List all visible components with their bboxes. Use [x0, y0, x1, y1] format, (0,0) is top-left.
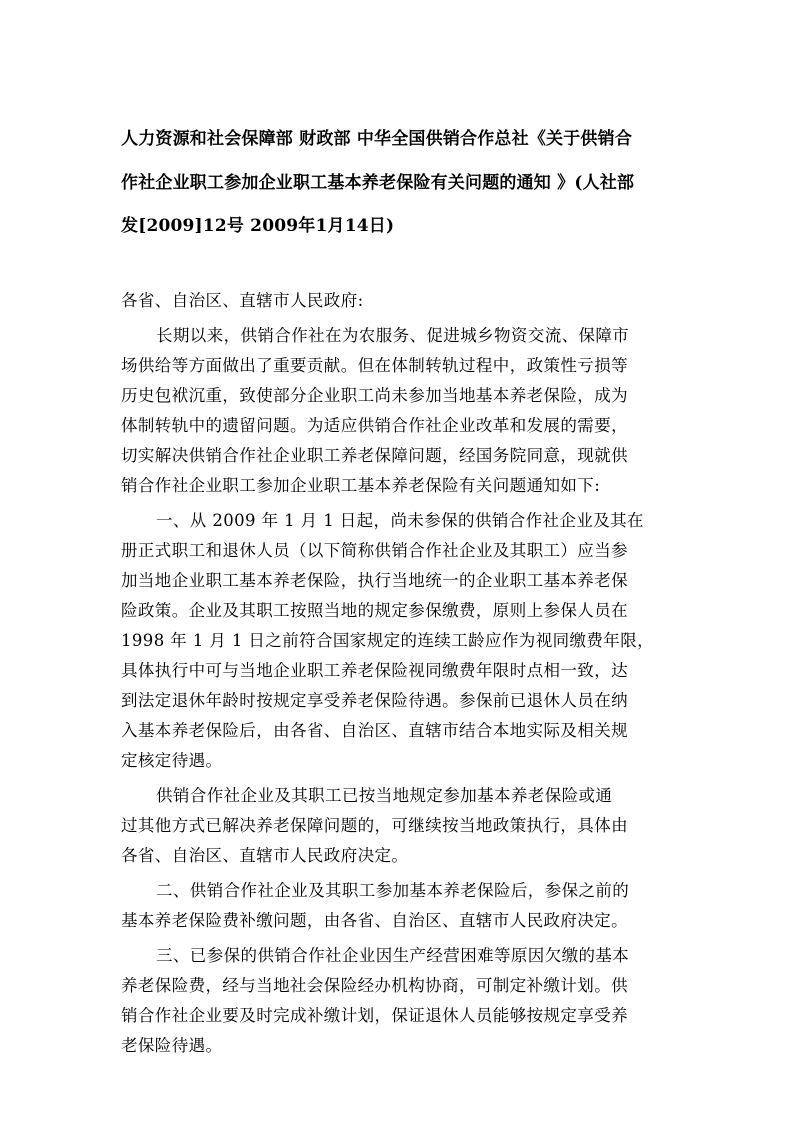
paragraph-line: 体制转轨中的遗留问题。为适应供销合作社企业改革和发展的需要， — [121, 416, 628, 435]
paragraph-line: 入基本养老保险后，由各省、自治区、直辖市结合本地实际及相关规 — [121, 721, 628, 740]
paragraph-line: 一、从 2009 年 1 月 1 日起，尚未参保的供销合作社企业及其在 — [156, 511, 644, 530]
title-line: 发[2009]12号 2009年1月14日) — [121, 216, 395, 236]
paragraph-line: 到法定退休年龄时按规定享受养老保险待遇。参保前已退休人员在纳 — [121, 691, 628, 710]
title-line: 人力资源和社会保障部 财政部 中华全国供销合作总社《关于供销合 — [121, 129, 633, 149]
salutation: 各省、自治区、直辖市人民政府: — [121, 291, 364, 310]
paragraph-line: 切实解决供销合作社企业职工养老保障问题，经国务院同意，现就供 — [121, 446, 628, 465]
paragraph-line: 险政策。企业及其职工按照当地的规定参保缴费，原则上参保人员在 — [121, 601, 628, 620]
paragraph-line: 定核定待遇。 — [121, 751, 223, 770]
paragraph-line: 1998 年 1 月 1 日之前符合国家规定的连续工龄应作为视同缴费年限， — [121, 631, 655, 650]
title-line: 作社企业职工参加企业职工基本养老保险有关问题的通知 》(人社部 — [121, 173, 635, 193]
paragraph-line: 三、已参保的供销合作社企业因生产经营困难等原因欠缴的基本 — [156, 946, 630, 965]
paragraph-line: 二、供销合作社企业及其职工参加基本养老保险后，参保之前的 — [156, 881, 630, 900]
paragraph-line: 长期以来，供销合作社在为农服务、促进城乡物资交流、保障市 — [156, 326, 630, 345]
paragraph-line: 销合作社企业职工参加企业职工基本养老保险有关问题通知如下: — [121, 476, 601, 495]
paragraph-line: 基本养老保险费补缴问题，由各省、自治区、直辖市人民政府决定。 — [121, 911, 628, 930]
paragraph-line: 册正式职工和退休人员（以下简称供销合作社企业及其职工）应当参 — [121, 541, 628, 560]
paragraph-line: 养老保险费，经与当地社会保险经办机构协商，可制定补缴计划。供 — [121, 976, 628, 995]
paragraph-line: 各省、自治区、直辖市人民政府决定。 — [121, 846, 409, 865]
paragraph-line: 具体执行中可与当地企业职工养老保险视同缴费年限时点相一致，达 — [121, 661, 628, 680]
paragraph-line: 供销合作社企业及其职工已按当地规定参加基本养老保险或通 — [156, 786, 613, 805]
paragraph-line: 过其他方式已解决养老保障问题的，可继续按当地政策执行，具体由 — [121, 816, 628, 835]
paragraph-line: 老保险待遇。 — [121, 1036, 223, 1055]
paragraph-line: 销合作社企业要及时完成补缴计划，保证退休人员能够按规定享受养 — [121, 1006, 628, 1025]
paragraph-line: 历史包袱沉重，致使部分企业职工尚未参加当地基本养老保险，成为 — [121, 386, 628, 405]
paragraph-line: 加当地企业职工基本养老保险，执行当地统一的企业职工基本养老保 — [121, 571, 628, 590]
paragraph-line: 场供给等方面做出了重要贡献。但在体制转轨过程中，政策性亏损等 — [121, 356, 628, 375]
